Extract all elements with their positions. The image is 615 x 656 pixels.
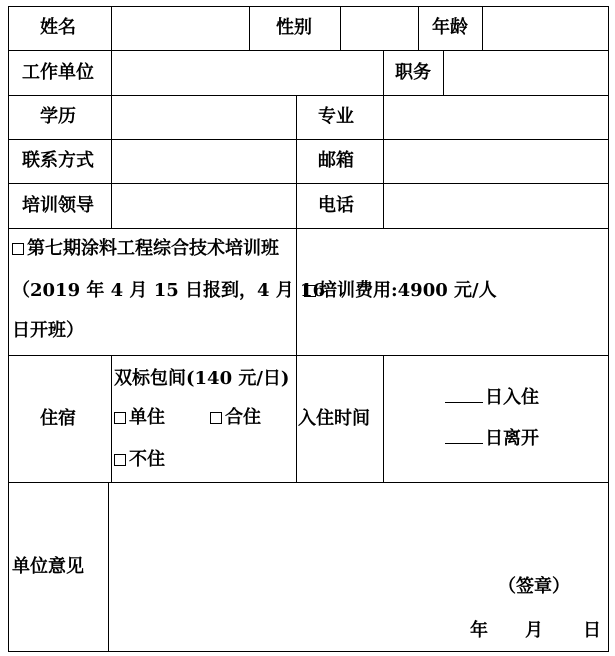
gender-field[interactable] [342,8,417,49]
email-field[interactable] [385,141,607,182]
grid-line [8,355,609,356]
major-field[interactable] [385,97,607,138]
grid-line [383,50,384,95]
grid-line [111,355,112,482]
major-label: 专业 [318,106,354,127]
single-room-checkbox[interactable] [114,412,126,424]
seal-label: （签章） [498,576,570,597]
employer-field[interactable] [113,52,382,94]
single-room-label: 单住 [129,407,165,428]
grid-line [8,50,609,51]
education-label: 学历 [40,106,76,127]
contact-label: 联系方式 [22,150,94,171]
course-dates-line2: 日开班） [12,320,84,341]
grid-line [383,355,384,482]
grid-line [8,139,609,140]
position-field[interactable] [445,52,607,94]
contact-field[interactable] [113,141,295,182]
grid-line [8,6,9,652]
fee-label: 培训费用:4900 元/人 [319,280,497,301]
email-label: 邮箱 [318,150,354,171]
education-field[interactable] [113,97,295,138]
grid-line [8,482,609,483]
grid-line [383,95,384,228]
grid-line [418,6,419,50]
age-field[interactable] [484,8,607,49]
grid-line [340,6,341,50]
checkout-day-blank[interactable] [445,428,483,444]
course-option-label: 第七期涂料工程综合技术培训班 [27,238,279,259]
single-room-option[interactable] [114,407,165,429]
course-checkbox[interactable] [12,243,24,255]
position-label: 职务 [395,62,431,83]
employer-label: 工作单位 [22,62,94,83]
grid-line [443,50,444,95]
phone-label: 电话 [318,195,354,216]
month-label: 月 [525,620,543,641]
grid-line [296,228,297,482]
fee-option[interactable] [304,280,497,302]
checkin-time-label: 入住时间 [298,408,370,429]
checkout-date [445,428,539,450]
shared-room-label: 合住 [225,407,261,428]
gender-label: 性别 [276,17,312,38]
grid-line [111,6,112,228]
name-field[interactable] [113,8,248,49]
fee-checkbox[interactable] [304,285,316,297]
checkin-date [445,387,539,409]
lodging-label: 住宿 [40,408,76,429]
grid-line [108,482,109,652]
name-label: 姓名 [40,17,76,38]
leader-label: 培训领导 [22,195,94,216]
grid-line [8,651,609,652]
phone-field[interactable] [385,185,607,227]
grid-line [8,6,609,7]
course-dates-line1: （2019 年 4 月 15 日报到，4 月 16 [12,280,326,301]
course-option[interactable] [12,238,279,260]
grid-line [8,95,609,96]
grid-line [296,95,297,228]
grid-line [8,183,609,184]
grid-line [249,6,250,50]
day-label: 日 [583,620,601,641]
room-type-label: 双标包间(140 元/日) [114,368,290,389]
checkout-suffix: 日离开 [485,428,539,449]
grid-line [8,228,609,229]
no-lodging-checkbox[interactable] [114,454,126,466]
no-lodging-option[interactable] [114,449,165,471]
grid-line [482,6,483,50]
checkin-suffix: 日入住 [485,387,539,408]
shared-room-option[interactable] [210,407,261,429]
year-label: 年 [470,620,488,641]
age-label: 年龄 [432,17,468,38]
shared-room-checkbox[interactable] [210,412,222,424]
grid-line [608,6,609,652]
opinion-field[interactable] [110,484,607,574]
opinion-label: 单位意见 [12,556,84,577]
checkin-day-blank[interactable] [445,387,483,403]
no-lodging-label: 不住 [129,449,165,470]
leader-field[interactable] [113,185,295,227]
